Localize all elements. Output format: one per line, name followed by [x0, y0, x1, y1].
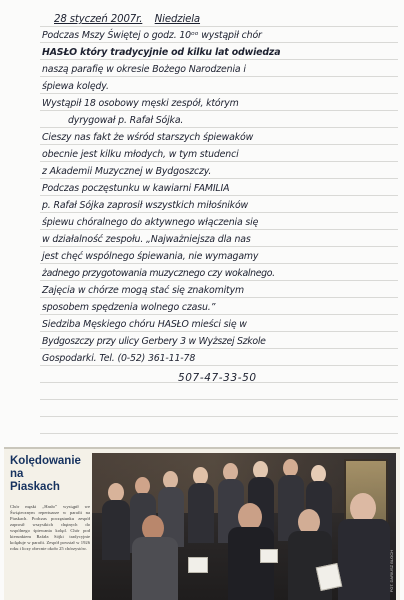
- entry-line: Zajęcia w chórze mogą stać się znakomitym: [42, 285, 244, 296]
- ruled-line: [40, 399, 398, 400]
- entry-date-line: [54, 14, 200, 26]
- entry-line: śpiewa kolędy.: [42, 81, 109, 92]
- clipping-text-column: [10, 455, 90, 552]
- ruled-line: [40, 42, 398, 43]
- ruled-line: [40, 365, 398, 366]
- entry-line: w działalność zespołu. „Najważniejsza dla nas: [42, 234, 251, 245]
- song-sheet: [188, 557, 208, 573]
- song-sheet: [316, 563, 343, 591]
- song-sheet: [260, 549, 278, 563]
- entry-line: z Akademii Muzycznej w Bydgoszczy.: [42, 166, 212, 177]
- entry-line: Podczas Mszy Świętej o godz. 10ᵒᵒ wystąpił chór: [42, 30, 262, 41]
- ruled-line: [40, 161, 398, 162]
- entry-line: p. Rafał Sójka zaprosił wszystkich miłośników: [42, 200, 249, 211]
- ruled-line: [40, 212, 398, 213]
- photo-credit: FOT. DARIUSZ BLOCH: [389, 549, 394, 592]
- ruled-line: [40, 76, 398, 77]
- clipping-body: Chór męski „Hasło” wystąpił we Świątecznym repertuarze w parafii na Piaskach. Podczas poczęstunku zespół zaprosił wszystkich chętnych do wspólnego śpiewania kolęd. Chór pod kierunkiem Rafała Sójki tradycyjnie kolęduje w parafii. Zespół powstał w 1926 roku i liczy obecnie około 25 chórzystów.: [10, 504, 90, 551]
- entry-line: Cieszy nas fakt że wśród starszych śpiewaków: [42, 132, 254, 143]
- clipping-headline-line: Piaskach: [10, 481, 60, 493]
- entry-line: Gospodarki. Tel. (0-52) 361-11-78: [42, 353, 196, 364]
- entry-date: 28 styczeń 2007r.: [54, 14, 143, 25]
- ruled-line: [40, 348, 398, 349]
- ruled-line: [40, 331, 398, 332]
- newspaper-clipping: [4, 447, 400, 600]
- clipping-headline-line: Kolędowanie: [10, 455, 81, 467]
- ruled-line: [40, 416, 398, 417]
- ruled-line: [40, 93, 398, 94]
- ruled-line: [40, 178, 398, 179]
- entry-line: Wystąpił 18 osobowy męski zespół, którym: [42, 98, 239, 109]
- entry-line: obecnie jest kilku młodych, w tym studenci: [42, 149, 239, 160]
- entry-weekday: Niedziela: [154, 14, 201, 25]
- clipping-headline: [10, 455, 90, 494]
- entry-line: dyrygował p. Rafał Sójka.: [68, 115, 184, 126]
- ruled-line: [40, 127, 398, 128]
- ruled-line: [40, 195, 398, 196]
- ruled-line: [40, 280, 398, 281]
- ruled-line: [40, 314, 398, 315]
- entry-line: Podczas poczęstunku w kawiarni FAMILIA: [42, 183, 230, 194]
- ruled-line: [40, 26, 398, 27]
- entry-line: naszą parafię w okresie Bożego Narodzenia i: [42, 64, 246, 75]
- ruled-line: [40, 59, 398, 60]
- ruled-line: [40, 246, 398, 247]
- ruled-line: [40, 297, 398, 298]
- ruled-line: [40, 110, 398, 111]
- entry-line: Siedziba Męskiego chóru HASŁO mieści się w: [42, 319, 247, 330]
- entry-line: jest chęć wspólnego śpiewania, nie wymagamy: [42, 251, 259, 262]
- choir-photo: [92, 453, 396, 600]
- entry-line: sposobem spędzenia wolnego czasu.”: [42, 302, 216, 313]
- entry-line: HASŁO który tradycyjnie od kilku lat odwiedza: [42, 47, 281, 58]
- clipping-headline-line: na: [10, 468, 24, 480]
- entry-line: żadnego przygotowania muzycznego czy wokalnego.: [42, 268, 275, 279]
- ruled-line: [40, 144, 398, 145]
- ruled-line: [40, 229, 398, 230]
- ruled-line: [40, 433, 398, 434]
- entry-line: Bydgoszczy przy ulicy Gerbery 3 w Wyższej Szkole: [42, 336, 266, 347]
- entry-line: śpiewu chóralnego do aktywnego włączenia się: [42, 217, 259, 228]
- ruled-line: [40, 263, 398, 264]
- entry-phone-mobile: 507-47-33-50: [178, 372, 257, 384]
